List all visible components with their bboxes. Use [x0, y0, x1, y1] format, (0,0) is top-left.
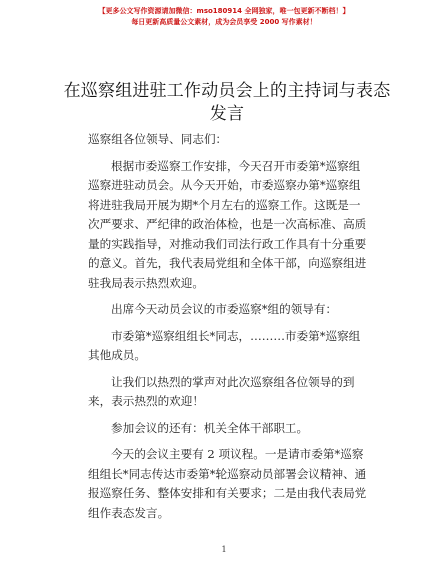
paragraph-agenda: 今天的会议主要有 2 项议程。一是请市委第*巡察组组长*同志传达市委第*轮巡察动员部署会议精神、通报巡察任务、整体安排和有关要求；二是由我代表局党组作表态发言。: [88, 447, 367, 520]
promo-line-2: 每日更新高质量公文素材，成为会员享受 2000 写作素材！: [131, 18, 317, 26]
document-body: [88, 130, 370, 530]
promo-line-1: 【更多公文写作资源请加微信：mso180914 全网独家，唯一包更新不断档！】: [98, 7, 350, 15]
paragraph-welcome: 让我们以热烈的掌声对此次巡察组各位领导的到来，表示热烈的欢迎！: [88, 374, 355, 408]
page-number: 1: [221, 545, 227, 554]
paragraph-attendees-intro: 出席今天动员会议的市委巡察*组的领导有：: [111, 302, 338, 316]
paragraph-intro: 根据市委巡察工作安排，今天召开市委第*巡察组巡察进驻动员会。从今天开始，市委巡察办第*巡察组将进驻我局开展为期*个月左右的巡察工作。这既是一次严要求、严纪律的政治体检，也是一次高标准、高质量的实践指导，对推动我们司法行政工作具有十分重要的意义。首先，我代表局党组和全体干部，向巡察组进驻我局表示热烈欢迎。: [88, 158, 367, 290]
paragraph-participants: 参加会议的还有：机关全体干部职工。: [111, 420, 309, 435]
paragraph-attendees-list: 市委第*巡察组组长*同志，………市委第*巡察组其他成员。: [88, 328, 361, 362]
document-title: 在巡察组进驻工作动员会上的主持词与表态发言: [63, 81, 391, 124]
salutation: 巡察组各位领导、同志们：: [88, 132, 228, 146]
promo-banner: [0, 6, 448, 28]
